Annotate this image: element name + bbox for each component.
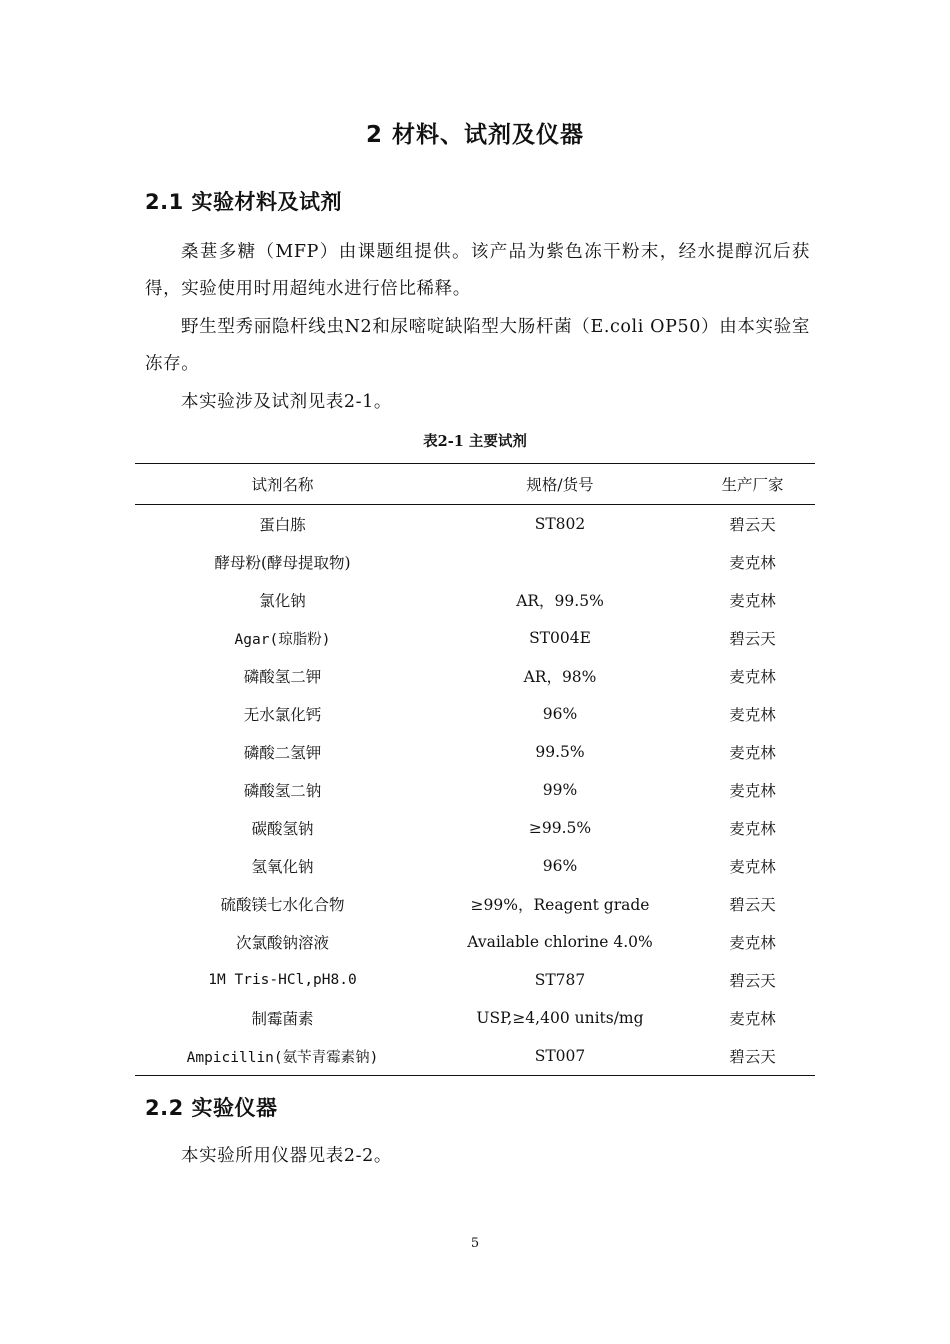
reagent-name: 蛋白胨 — [259, 516, 306, 534]
header-reagent-name: 试剂名称 — [251, 476, 314, 494]
reagent-name: 无水氯化钙 — [243, 706, 322, 724]
reagent-name: 氢氧化钠 — [251, 858, 314, 876]
table-row — [135, 657, 815, 695]
reagent-name: 磷酸氢二钠 — [243, 782, 322, 800]
reagent-manufacturer: 碧云天 — [729, 516, 776, 534]
reagent-name: Agar(琼脂粉) — [234, 631, 331, 648]
reagent-spec: AR，98% — [523, 668, 597, 686]
page-number: 5 — [470, 1236, 480, 1251]
reagent-spec: ST004E — [529, 629, 591, 647]
reagent-table-wrapper — [135, 463, 815, 1076]
section-title-2-1: 2.1 实验材料及试剂 — [145, 190, 343, 214]
table-row — [135, 619, 815, 657]
reagent-name: 氯化钠 — [259, 592, 306, 610]
reagent-manufacturer: 麦克林 — [729, 782, 776, 800]
reagent-spec: ≥99.5% — [528, 819, 592, 837]
reagent-table — [135, 463, 815, 1076]
paragraph-strains: 野生型秀丽隐杆线虫N2和尿嘧啶缺陷型大肠杆菌（E.coli OP50）由本实验室冻存。 — [145, 317, 810, 374]
reagent-spec: ST802 — [534, 515, 586, 533]
reagent-name: 磷酸二氢钾 — [243, 744, 322, 762]
reagent-spec: 96% — [542, 857, 578, 875]
reagent-manufacturer: 麦克林 — [729, 1010, 776, 1028]
reagent-name: 磷酸氢二钾 — [243, 668, 322, 686]
table-row — [135, 543, 815, 581]
table-caption: 表2-1 主要试剂 — [423, 433, 527, 450]
table-row — [135, 923, 815, 961]
reagent-manufacturer: 麦克林 — [729, 858, 776, 876]
table-row — [135, 847, 815, 885]
reagent-manufacturer: 麦克林 — [729, 668, 776, 686]
paragraph-instruments-ref: 本实验所用仪器见表2-2。 — [181, 1146, 392, 1166]
reagent-manufacturer: 碧云天 — [729, 1048, 776, 1066]
table-header-row — [135, 464, 815, 505]
header-specification: 规格/货号 — [526, 476, 594, 494]
reagent-name: Ampicillin(氨苄青霉素钠) — [186, 1049, 379, 1066]
reagent-spec: 96% — [542, 705, 578, 723]
reagent-name: 1M Tris-HCl,pH8.0 — [208, 972, 357, 988]
reagent-spec: Available chlorine 4.0% — [467, 933, 653, 951]
reagent-manufacturer: 麦克林 — [729, 820, 776, 838]
table-row — [135, 695, 815, 733]
reagent-name: 制霉菌素 — [251, 1010, 314, 1028]
section-title-2-2: 2.2 实验仪器 — [145, 1096, 278, 1120]
reagent-manufacturer: 麦克林 — [729, 592, 776, 610]
table-row — [135, 961, 815, 999]
paragraph-reagents-ref: 本实验涉及试剂见表2-1。 — [181, 392, 392, 412]
reagent-manufacturer: 碧云天 — [729, 630, 776, 648]
table-row — [135, 505, 815, 544]
reagent-spec: USP,≥4,400 units/mg — [476, 1009, 644, 1027]
reagent-spec: ≥99%，Reagent grade — [470, 896, 650, 914]
reagent-name: 次氯酸钠溶液 — [235, 934, 329, 952]
reagent-manufacturer: 麦克林 — [729, 706, 776, 724]
reagent-manufacturer: 麦克林 — [729, 554, 776, 572]
reagent-spec — [430, 543, 690, 581]
table-row — [135, 1037, 815, 1076]
reagent-manufacturer: 碧云天 — [729, 896, 776, 914]
reagent-manufacturer: 麦克林 — [729, 934, 776, 952]
table-row — [135, 733, 815, 771]
table-row — [135, 809, 815, 847]
table-row — [135, 999, 815, 1037]
reagent-spec: 99.5% — [535, 743, 585, 761]
header-manufacturer: 生产厂家 — [721, 476, 784, 494]
table-row — [135, 885, 815, 923]
reagent-name: 硫酸镁七水化合物 — [220, 896, 345, 914]
chapter-title: 2 材料、试剂及仪器 — [365, 122, 584, 148]
reagent-spec: 99% — [542, 781, 578, 799]
table-row — [135, 581, 815, 619]
reagent-spec: ST787 — [534, 971, 586, 989]
paragraph-mfp: 桑葚多糖（MFP）由课题组提供。该产品为紫色冻干粉末，经水提醇沉后获得，实验使用时用超纯水进行倍比稀释。 — [145, 242, 810, 299]
reagent-name: 碳酸氢钠 — [251, 820, 314, 838]
reagent-spec: AR，99.5% — [516, 592, 604, 610]
table-row — [135, 771, 815, 809]
reagent-manufacturer: 碧云天 — [729, 972, 776, 990]
reagent-spec: ST007 — [534, 1047, 586, 1065]
reagent-manufacturer: 麦克林 — [729, 744, 776, 762]
reagent-name: 酵母粉(酵母提取物) — [214, 554, 351, 572]
